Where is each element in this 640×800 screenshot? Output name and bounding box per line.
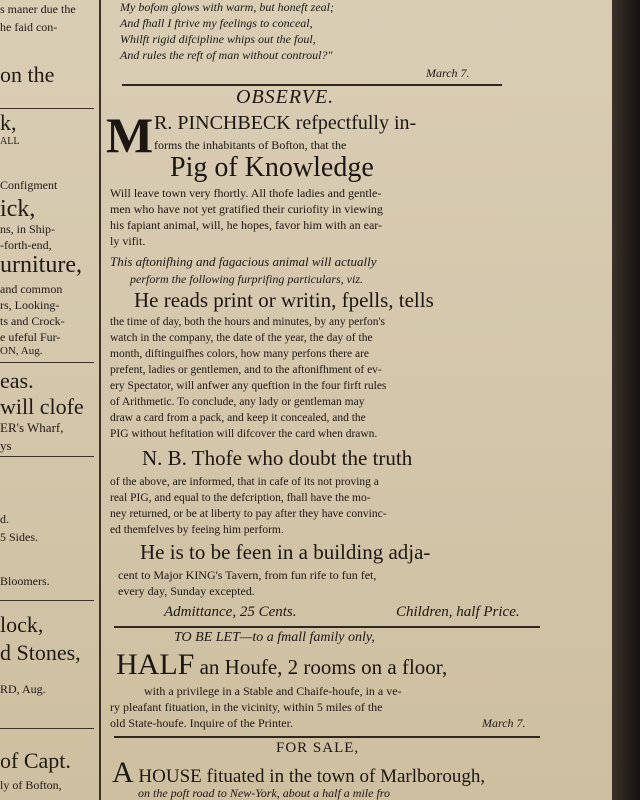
left-column-line: ALL — [0, 136, 20, 147]
left-column-line: ly of Bofton, — [0, 778, 62, 792]
left-column-line: ER's Wharf, — [0, 420, 64, 435]
left-column-line: eas. — [0, 368, 34, 393]
poem-line: My bofom glows with warm, but honeft zeal; — [120, 0, 334, 14]
ad-date: March 7. — [482, 716, 526, 730]
ad-body-line: real PIG, and equal to the defcription, fhall have the mo- — [110, 492, 371, 504]
left-column-line: ts and Crock- — [0, 314, 65, 328]
ad-body-line: on the poft road to New-York, about a half a mile fro — [138, 786, 391, 800]
section-rule — [114, 626, 540, 628]
left-column-line: -forth-end, — [0, 238, 52, 252]
page-edge-shadow — [612, 0, 640, 800]
drop-letter: A — [112, 756, 134, 789]
left-column-line: s maner due the — [0, 2, 76, 16]
ad-line: an Houfe, 2 rooms on a floor, — [194, 655, 448, 679]
ad-italic-line: This aftonifhing and fagacious animal will actually — [110, 254, 377, 269]
left-column-line: Configment — [0, 178, 58, 192]
ad-line: R. PINCHBECK refpectfully in- — [154, 112, 417, 134]
ad-title: Pig of Knowledge — [170, 152, 374, 183]
poem-line: Whilft rigid difcipline whips out the foul, — [120, 32, 316, 46]
ad-body-line: cent to Major KING's Tavern, from fun rife to fun fet, — [118, 568, 377, 582]
ad-body-line: of Arithmetic. To conclude, any lady or gentleman may — [110, 396, 365, 408]
ad-body-line: ry pleafant fituation, in the vicinity, within 5 miles of the — [110, 700, 383, 714]
ad-body-line: with a privilege in a Stable and Chaife-houfe, in a ve- — [144, 684, 402, 698]
ad-body-line: ney returned, or be at liberty to pay after they have convinc- — [110, 508, 387, 520]
left-column-line: e ufeful Fur- — [0, 330, 61, 344]
poem-line: And fhall I ftrive my feelings to conceal, — [120, 16, 313, 30]
ad-children-price: Children, half Price. — [396, 604, 520, 620]
left-divider — [0, 600, 94, 601]
left-column-line: ys — [0, 438, 12, 453]
left-column-line: of Capt. — [0, 748, 71, 773]
ad-body-line: old State-houfe. Inquire of the Printer. — [110, 716, 293, 730]
ad-heading: TO BE LET—to a fmall family only, — [174, 630, 375, 645]
ad-line: HOUSE fituated in the town of Marlborough, — [133, 766, 486, 787]
left-divider — [0, 728, 94, 729]
left-column-line: Bloomers. — [0, 574, 50, 588]
left-column-line: d Stones, — [0, 640, 81, 665]
left-column-line: on the — [0, 62, 55, 87]
ad-emphasis-line: He is to be feen in a building adja- — [140, 540, 431, 564]
ad-body-line: watch in the company, the date of the year, the day of the — [110, 332, 373, 344]
ad-body-line: draw a card from a pack, and keep it concealed, and the — [110, 412, 366, 424]
left-column-line: ick, — [0, 196, 36, 222]
drop-cap: M — [106, 107, 154, 163]
left-column-line: urniture, — [0, 252, 82, 278]
main-column — [104, 0, 604, 800]
section-rule — [114, 736, 540, 738]
left-divider — [0, 108, 94, 109]
ad-line: forms the inhabitants of Bofton, that the — [154, 138, 347, 152]
ad-body-line: the time of day, both the hours and minutes, by any perfon's — [110, 316, 386, 328]
ad-body-line: Will leave town very fhortly. All thofe ladies and gentle- — [110, 186, 382, 200]
left-column-line: RD, Aug. — [0, 682, 46, 696]
ad-body-line: ly vifit. — [110, 234, 146, 248]
left-column-line: k, — [0, 110, 17, 135]
left-column-line: he faid con- — [0, 20, 58, 34]
ad-heading: OBSERVE. — [236, 86, 335, 108]
ad-body-line: his fapiant animal, will, he hopes, favor him with an ear- — [110, 218, 383, 232]
left-column-line: ON, Aug. — [0, 345, 43, 357]
ad-first-line — [112, 756, 485, 790]
left-column-line: rs, Looking- — [0, 298, 60, 312]
drop-word: HALF — [116, 648, 195, 681]
left-column-line: 5 Sides. — [0, 530, 39, 544]
ad-body-line: every day, Sunday excepted. — [118, 584, 255, 598]
left-divider — [0, 456, 94, 457]
ad-heading: FOR SALE, — [276, 740, 360, 756]
ad-italic-line: perform the following furprifing particulars, viz. — [130, 272, 364, 286]
ad-emphasis-line: He reads print or writin, fpells, tells — [134, 288, 434, 312]
left-column-line: lock, — [0, 612, 44, 637]
left-column-line: and common — [0, 282, 63, 296]
left-column-line: d. — [0, 512, 9, 526]
left-column-line: ns, in Ship- — [0, 222, 56, 236]
ad-admittance: Admittance, 25 Cents. — [164, 604, 297, 620]
ad-body-line: men who have not yet gratified their curiofity in viewing — [110, 202, 383, 216]
poem-line: And rules the reft of man without controul?" — [120, 48, 333, 62]
ad-first-line — [116, 648, 447, 682]
ad-body-line: of the above, are informed, that in cafe of its not proving a — [110, 476, 379, 488]
left-divider — [0, 362, 94, 363]
ad-body-line: ery Spectator, will anfwer any queftion in the four firft rules — [110, 380, 387, 392]
ad-body-line: prefent, ladies or gentlemen, and to the aftonifhment of ev- — [110, 364, 382, 376]
ad-body-line: month, diftinguifhes colors, how many perfons there are — [110, 348, 370, 360]
ad-body-line: ed themfelves by feeing him perform. — [110, 524, 284, 536]
ad-nb-line: N. B. Thofe who doubt the truth — [142, 446, 413, 470]
left-column-line: will clofe — [0, 394, 84, 419]
ad-body-line: PIG without hefitation will difcover the card when drawn. — [110, 428, 378, 440]
poem-date: March 7. — [426, 66, 470, 80]
left-column — [0, 0, 94, 800]
column-rule — [99, 0, 101, 800]
